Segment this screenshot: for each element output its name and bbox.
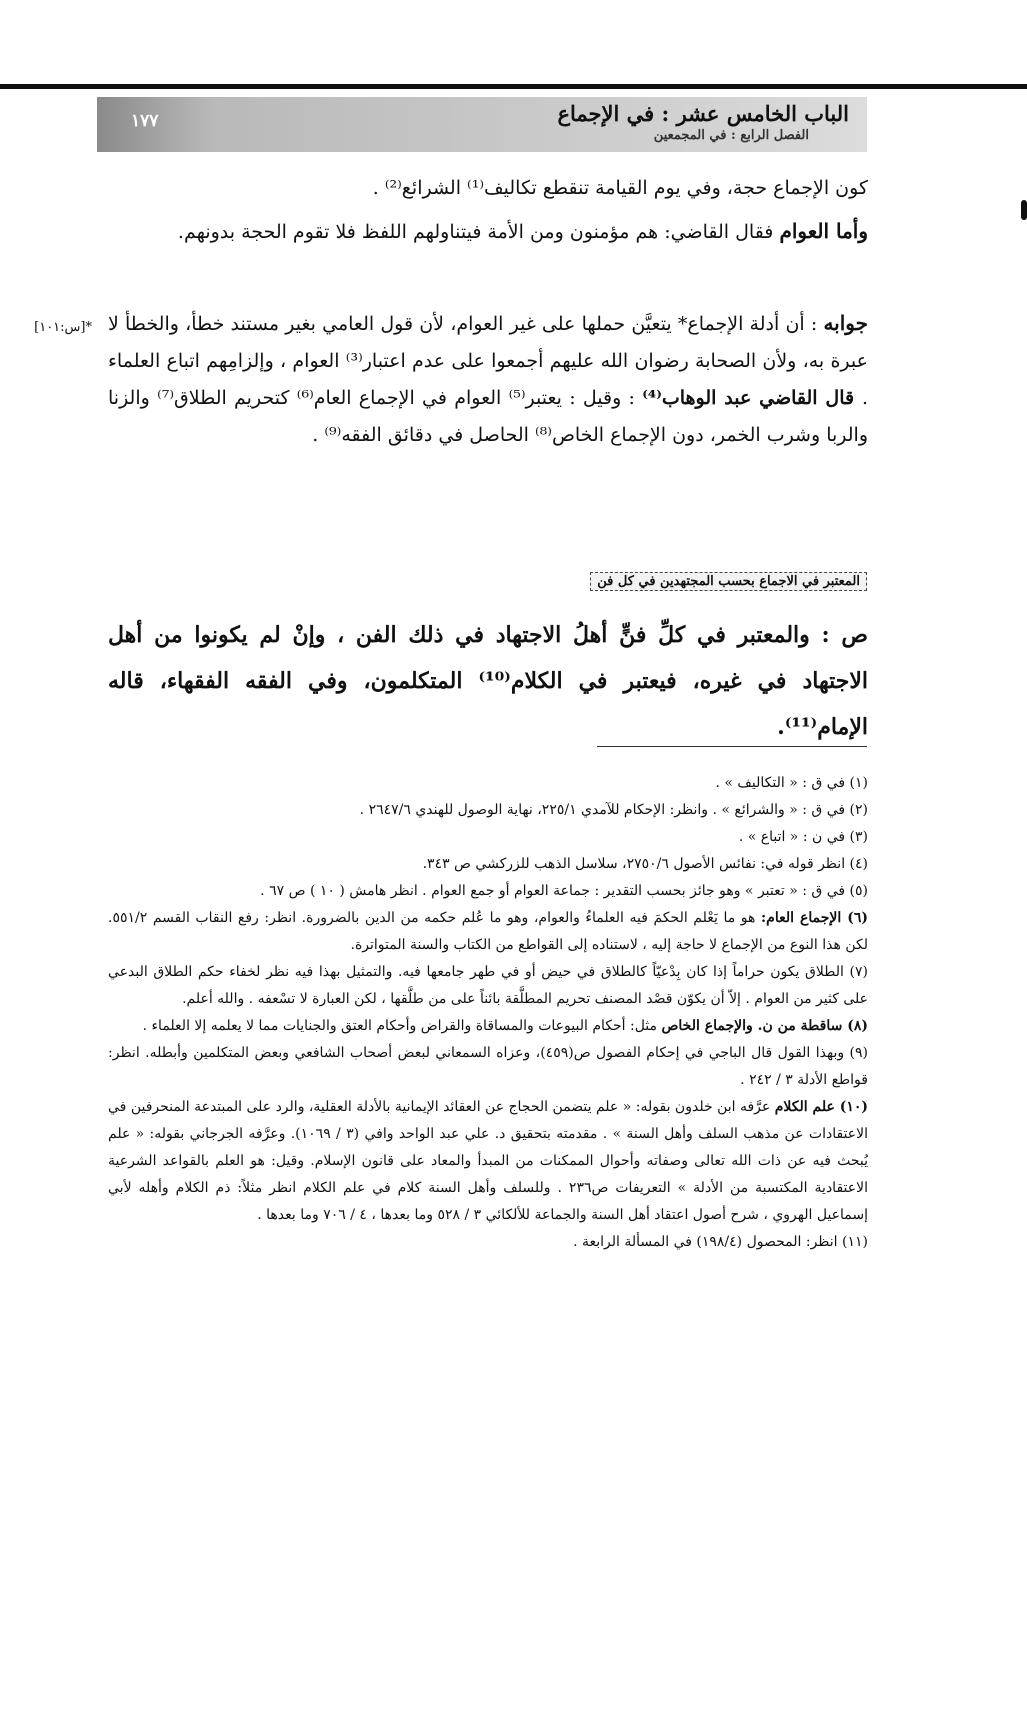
footnote-7: (٧) الطلاق يكون حراماً إذا كان بِدْعيّاً كالطلاق في حيض أو في طهر جامعها فيه. والتمثيل بهذا فيه نظر لخفاء حكم الطلاق البدعي على كثير من العوام . إلاّ أن يكوّن قصْد المصنف تحريم المطلَّقة بائناً على من طلَّقها ، لكن العبارة لا تسْعفه . والله أعلم. <box>108 964 868 1007</box>
footnote-rule <box>597 746 867 747</box>
matn-heading: المعتبر في الاجماع بحسب المجتهدين في كل فن <box>590 572 867 591</box>
paragraph-1: كون الإجماع حجة، وفي يوم القيامة تنقطع تكاليف⁽¹⁾ الشرائع⁽²⁾ . <box>372 177 868 199</box>
paragraph-2 <box>108 213 868 251</box>
term-jawabuhu: جوابه <box>823 311 868 335</box>
footnote-11: (١١) انظر: المحصول (١٩٨/٤) في المسألة الرابعة . <box>573 1234 868 1250</box>
footnote-8-text: مثل: أحكام البيوعات والمساقاة والقراض وأحكام العتق والجنايات مما لا يعلمه إلا العلماء . <box>142 1018 662 1034</box>
section-title: الفصل الرابع : في المجمعين <box>653 128 809 143</box>
paragraph-2-text: فقال القاضي: هم مؤمنون ومن الأمة فيتناولهم اللفظ فلا تقوم الحجة بدونهم. <box>177 221 780 243</box>
footnote-3: (٣) في ن : « اتباع » . <box>738 829 868 845</box>
term-awam: وأما العوام <box>779 219 868 243</box>
chapter-title: الباب الخامس عشر : في الإجماع <box>557 101 849 126</box>
footnote-8 <box>108 1013 868 1040</box>
margin-mark <box>1021 200 1027 220</box>
top-rule <box>0 84 1027 89</box>
footnote-6-text: هو ما يَعْلم الحكمَ فيه العلماءُ والعوام، وهو ما عُلم حكمه من الدين بالضرورة. انظر: رفع النقاب القسم ٥٥١/٢. لكن هذا النوع من الإجماع لا حاجة إليه ، لاستناده إلى القواطع من الكتاب والسنة المتواترة. <box>108 910 868 953</box>
footnote-1: (١) في ق : « التكاليف » . <box>715 775 868 791</box>
running-header <box>97 97 867 152</box>
footnote-10-term: (١٠) علم الكلام <box>774 1099 868 1115</box>
footnote-10 <box>108 1094 868 1229</box>
footnote-5: (٥) في ق : « تعتبر » وهو جائز بحسب التقدير : جماعة العوام أو جمع العوام . انظر هامش ( ١٠ ) ص ٦٧ . <box>260 883 868 899</box>
page-number: ١٧٧ <box>131 111 159 131</box>
qadi-abd-al-wahhab: قال القاضي عبد الوهاب⁽⁴⁾ <box>642 387 862 409</box>
footnote-4: (٤) انظر قوله في: نفائس الأصول ٢٧٥٠/٦، سلاسل الذهب للزركشي ص ٣٤٣. <box>422 856 868 872</box>
footnotes <box>108 770 868 1256</box>
footnote-6 <box>108 905 868 959</box>
matn-text: ص : والمعتبر في كلِّ فنٍّ أهلُ الاجتهاد في ذلك الفن ، وإنْ لم يكونوا من أهل الاجتهاد في غيره، فيعتبر في الكلام⁽¹⁰⁾ المتكلمون، وفي الفقه الفقهاء، قاله الإمام⁽¹¹⁾. <box>108 622 868 740</box>
margin-note: *[س:١٠١] <box>34 320 92 335</box>
paragraph-3-text-a: : أن أدلة الإجماع* يتعيَّن حملها على غير العوام، لأن قول العامي بغير مستند خطأ، والخطأ لا عبرة به، ولأن الصحابة رضوان الله عليهم أجمعوا على عدم اعتبار⁽³⁾ العوام ، وإلزامِهم اتباع العلماء . <box>108 313 868 409</box>
footnote-6-term: (٦) الإجماع العام: <box>760 910 869 926</box>
footnote-2: (٢) في ق : « والشرائع » . وانظر: الإحكام للآمدي ٢٢٥/١، نهاية الوصول للهندي ٢٦٤٧/٦ . <box>359 802 868 818</box>
paragraph-3-text-b: : وقيل : يعتبر⁽⁵⁾ العوام في الإجماع العام⁽⁶⁾ كتحريم الطلاق⁽⁷⁾ والزنا والربا وشرب الخمر، دون الإجماع الخاص⁽⁸⁾ الحاصل في دقائق الفقه⁽⁹⁾ . <box>108 387 868 446</box>
footnote-10-text: عرَّفه ابن خلدون بقوله: « علم يتضمن الحجاج عن العقائد الإيمانية بالأدلة العقلية، والرد على المبتدعة المنحرفين في الاعتقادات عن مذهب السلف وأهل السنة » . مقدمته بتحقيق د. علي عبد الواحد وافي (٣ / ١٠٦٩). وعرَّفه الجرجاني بقوله: « علم يُبحث فيه عن ذات الله تعالى وصفاته وأحوال الممكنات من المبدأ والمعاد على قانون الإسلام. وقيل: هو العلم بالقواعد الشرعية الاعتقادية المكتسبة من الأدلة » التعريفات ص٢٣٦ . وللسلف وأهل السنة كلام في علم الكلام انظر مثلاً: ذم الكلام وأهله لأبي إسماعيل الهروي ، شرح أصول اعتقاد أهل السنة والجماعة للألكائي ٣ / ٥٢٨ وما بعدها ، ٤ / ٧٠٦ وما بعدها . <box>108 1099 868 1223</box>
paragraph-3 <box>108 305 868 454</box>
footnote-8-term: (٨) ساقطة من ن. والإجماع الخاص <box>661 1018 868 1034</box>
footnote-9: (٩) وبهذا القول قال الباجي في إحكام الفصول ص(٤٥٩)، وعزاه السمعاني لبعض أصحاب الشافعي وبعض المتكلمين وأبطله. انظر: قواطع الأدلة ٣ / ٢٤٢ . <box>108 1045 868 1088</box>
